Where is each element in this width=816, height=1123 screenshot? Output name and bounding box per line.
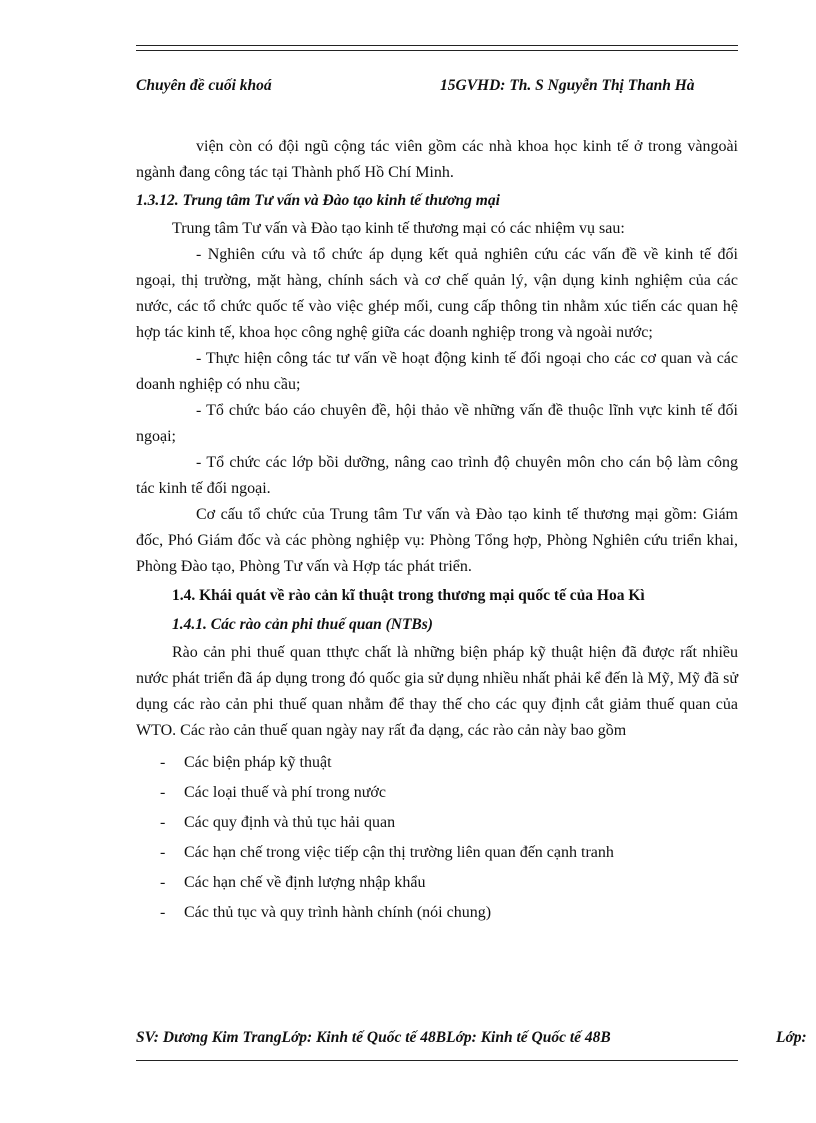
list-item: - Các hạn chế trong việc tiếp cận thị trường liên quan đến cạnh tranh: [136, 838, 738, 868]
list-item: - Các thủ tục và quy trình hành chính (nói chung): [136, 898, 738, 928]
footer-tail: Lớp:: [776, 1029, 807, 1046]
paragraph: - Nghiên cứu và tổ chức áp dụng kết quả nghiên cứu các vấn đề về kinh tế đối ngoại, thị trường, mặt hàng, chính sách và cơ chế quản lý, vận dụng kinh nghiệm của các nước, các tổ chức quốc tế vào việc ghép mối, cung cấp thông tin nhằm xúc tiến các quan hệ hợp tác kinh tế, khoa học công nghệ giữa các doanh nghiệp trong và ngoài nước;: [136, 246, 738, 341]
list-dash: -: [160, 784, 166, 801]
list-item: - Các biện pháp kỹ thuật: [136, 748, 738, 778]
list-item: - Các loại thuế và phí trong nước: [136, 778, 738, 808]
page-body: [136, 134, 738, 928]
footer-text: SV: Dương Kim TrangLớp: Kinh tế Quốc tế 48BLớp: Kinh tế Quốc tế 48B: [136, 1029, 611, 1046]
paragraph: Cơ cấu tổ chức của Trung tâm Tư vấn và Đào tạo kinh tế thương mại gồm: Giám đốc, Phó Giám đốc và các phòng nghiệp vụ: Phòng Tổng hợp, Phòng Nghiên cứu triển khai, Phòng Đào tạo, Phòng Tư vấn và Hợp tác phát triển.: [136, 506, 738, 575]
list-item: - Các quy định và thủ tục hải quan: [136, 808, 738, 838]
section-heading-1-3-12: 1.3.12. Trung tâm Tư vấn và Đào tạo kinh tế thương mại: [136, 192, 500, 209]
footer-rule: [136, 1060, 738, 1061]
barrier-list: [136, 748, 738, 928]
paragraph: - Tổ chức các lớp bồi dưỡng, nâng cao trình độ chuyên môn cho cán bộ làm công tác kinh tế đối ngoại.: [136, 454, 738, 497]
list-dash: -: [160, 904, 166, 921]
list-dash: -: [160, 844, 166, 861]
section-heading-1-4-1: 1.4.1. Các rào cản phi thuế quan (NTBs): [172, 616, 433, 633]
paragraph: viện còn có đội ngũ cộng tác viên gồm các nhà khoa học kinh tế ở trong vàngoài ngành đang công tác tại Thành phố Hồ Chí Minh.: [136, 138, 738, 181]
paragraph: Trung tâm Tư vấn và Đào tạo kinh tế thương mại có các nhiệm vụ sau:: [172, 220, 625, 237]
list-item: - Các hạn chế về định lượng nhập khẩu: [136, 868, 738, 898]
list-dash: -: [160, 814, 166, 831]
list-dash: -: [160, 754, 166, 771]
paragraph: - Thực hiện công tác tư vấn về hoạt động kinh tế đối ngoại cho các cơ quan và các doanh nghiệp có nhu cầu;: [136, 350, 738, 393]
header-rule: [136, 45, 738, 51]
list-dash: -: [160, 874, 166, 891]
header-title: Chuyên đề cuối khoá: [136, 77, 272, 94]
footer-student: [136, 1029, 816, 1047]
paragraph: - Tổ chức báo cáo chuyên đề, hội thảo về những vấn đề thuộc lĩnh vực kinh tế đối ngoại;: [136, 402, 738, 445]
header-supervisor: 15GVHD: Th. S Nguyễn Thị Thanh Hà: [440, 77, 695, 94]
section-heading-1-4: 1.4. Khái quát về rào cản kĩ thuật trong thương mại quốc tế của Hoa Kì: [172, 587, 645, 604]
paragraph: Rào cản phi thuế quan tthực chất là những biện pháp kỹ thuật hiện đã được rất nhiều nước phát triển đã áp dụng trong đó quốc gia sử dụng nhiều nhất phải kể đến là Mỹ, Mỹ đã sử dụng các rào cản phi thuế quan nhằm để thay thế cho các quy định cắt giảm thuế quan của WTO. Các rào cản thuế quan ngày nay rất đa dạng, các rào cản này bao gồm: [136, 644, 738, 739]
